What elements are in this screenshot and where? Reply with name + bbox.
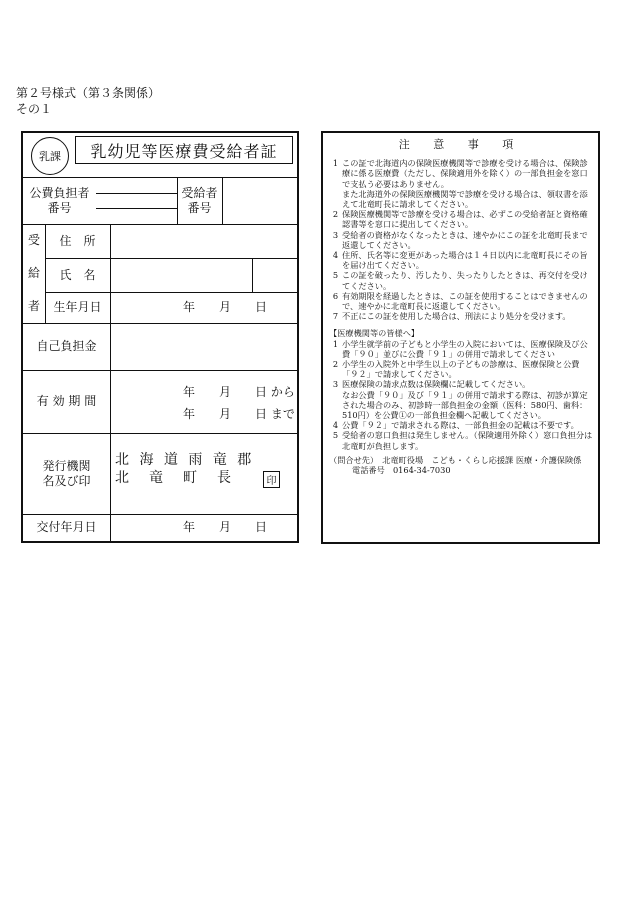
validity-label: 有 効 期 間 — [36, 394, 97, 408]
validity-to: 年 月 日 まで — [183, 406, 295, 421]
form-number: 第２号様式（第３条関係） — [16, 86, 161, 100]
issuer-line-2: 北 竜 町 長 — [115, 469, 234, 486]
notes-section-title: 【医療機関等の皆様へ】 — [329, 328, 420, 339]
birth-date-value: 年 月 日 — [183, 300, 268, 314]
note-item: 7 不正にこの証を使用した場合は、刑法により処分を受けます。 — [332, 311, 571, 322]
contact-info: （問合せ先） 北竜町役場 こども・くらし応援課 医療・介護保険係 — [329, 454, 582, 465]
section-item: 1 小学生就学前の子どもと小学生の入院においては、医療保険及び公費「９０」並びに公費「９１」の併用で請求してください — [332, 338, 588, 359]
note-item: 2 保険医療機関等で診療を受ける場合は、必ずこの受給者証と資格確認書等を窓口に提出してください。 — [332, 209, 588, 230]
section-item: 5 受給者の窓口負担は発生しません。（保険適用外除く）窓口負担分は北竜町が負担します。 — [332, 430, 593, 451]
address-label: 住 所 — [59, 233, 96, 248]
note-item: 6 有効期限を経過したときは、この証を使用することはできませんので、速やかに北竜町長に返還してください。 — [332, 290, 588, 312]
birth-date-label: 生年月日 — [53, 300, 102, 314]
note-item: また北海道外の保険医療機関等で診療を受ける場合は、領収書を添えて北竜町長に請求してください。 — [342, 188, 588, 210]
note-item: 5 この証を破ったり、汚したり、失ったりしたときは、再交付を受けてください。 — [332, 270, 588, 291]
note-item: 1 この証で北海道内の保険医療機関等で診療を受ける場合は、保険診療に係る医療費（ただし、保険適用外を除く）の一部負担金を窓口で支払う必要はありません。 — [332, 158, 588, 189]
notes-title: 注 意 事 項 — [398, 138, 524, 151]
section-item: 4 公費「９２」で請求される際は、一部負担金の記載は不要です。 — [332, 420, 579, 431]
section-item: 3 医療保険の請求点数は保険欄に記載してください。 — [332, 379, 531, 390]
validity-from: 年 月 日 から — [183, 384, 295, 399]
issue-date-label: 交付年月日 — [36, 520, 97, 534]
note-item: 4 住所、氏名等に変更があった場合は１４日以内に北竜町長にその旨を届け出てください。 — [332, 250, 588, 271]
public-payer-number-label: 公費負担者 番号 — [29, 185, 90, 215]
issuer-line-1: 北 海 道 雨 竜 郡 — [115, 451, 255, 468]
form-part: その１ — [16, 102, 53, 116]
certificate-card — [21, 131, 299, 543]
issue-date-value: 年 月 日 — [183, 520, 268, 534]
section-item: 2 小学生の入院外と中学生以上の子どもの診療は、医療保険と公費「９２」で請求してください。 — [332, 359, 580, 380]
section-stamp: 乳課 — [31, 137, 69, 175]
phone-number: 電話番号 0164-34-7030 — [352, 465, 451, 476]
seal-mark: 印 — [263, 471, 280, 488]
issuer-label: 発行機関 名及び印 — [42, 458, 91, 488]
certificate-title: 乳幼児等医療費受給者証 — [75, 136, 293, 164]
name-label: 氏 名 — [59, 267, 96, 282]
recipient-vertical-label: 受 給 者 — [27, 233, 40, 313]
recipient-number-label: 受給者 番号 — [181, 185, 218, 215]
notes-card — [321, 131, 600, 544]
section-item: なお公費「９０」及び「９１」の併用で請求する際は、初診が算定された場合のみ、初診時一部負担金の金額（医科：580円、歯科：510円）を公費①の一部負担金欄へ記載してください。 — [342, 389, 588, 421]
note-item: 3 受給者の資格がなくなったときは、速やかにこの証を北竜町長まで返還してください。 — [332, 229, 588, 250]
copay-label: 自己負担金 — [36, 339, 97, 353]
